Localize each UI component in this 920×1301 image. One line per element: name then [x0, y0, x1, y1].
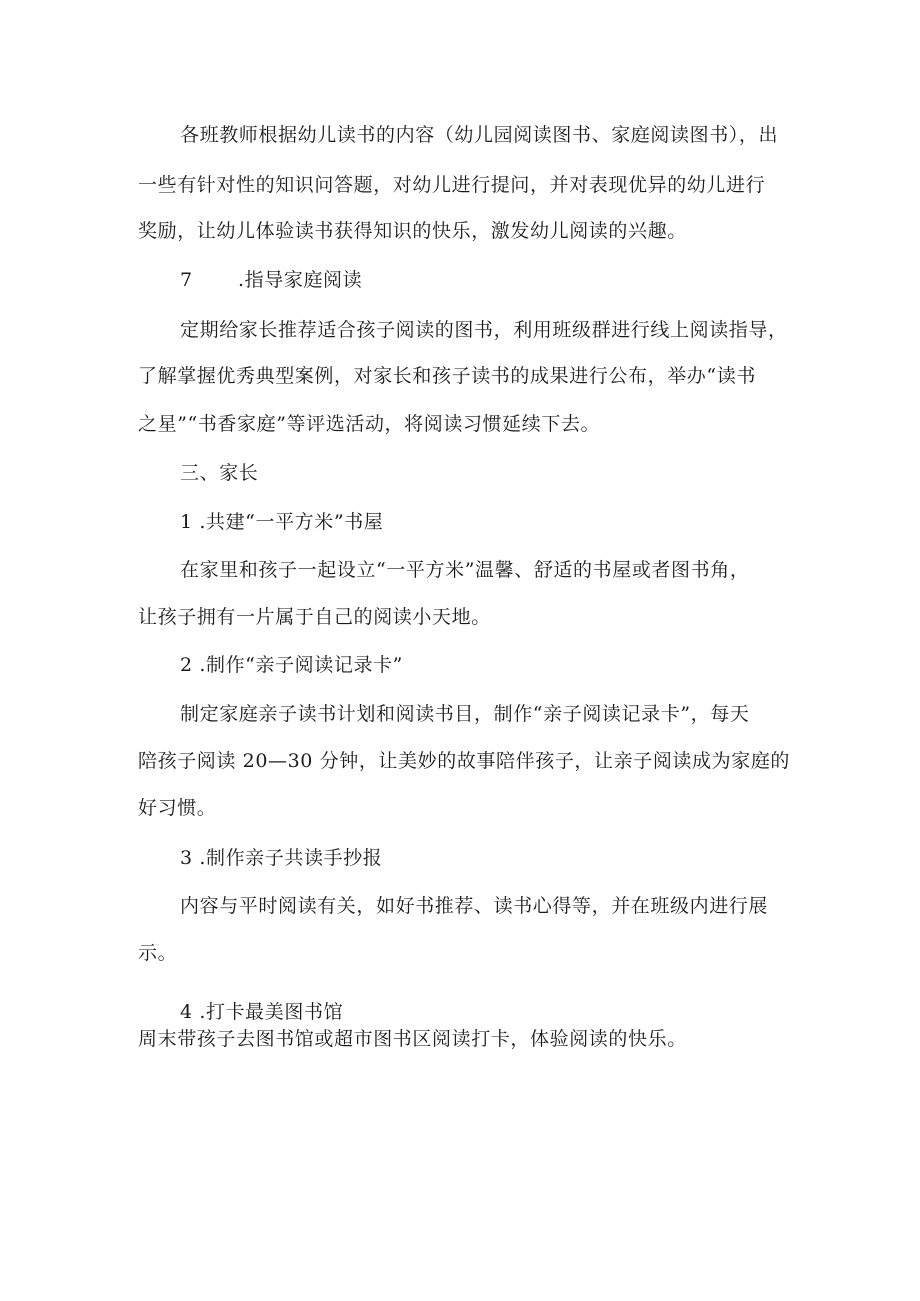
item3-body-line1: 内容与平时阅读有关，如好书推荐、读书心得等，并在班级内进行展: [180, 895, 769, 917]
item3-title: 3 .制作亲子共读手抄报: [180, 847, 383, 869]
heading-7-text: .指导家庭阅读: [238, 269, 363, 291]
item2-body-line2: 陪孩子阅读 20—30 分钟，让美妙的故事陪伴孩子，让亲子阅读成为家庭的: [138, 750, 791, 772]
item4-body-line1: 周末带孩子去图书馆或超市图书区阅读打卡，体验阅读的快乐。: [138, 1028, 687, 1050]
para2-line2: 了解掌握优秀典型案例，对家长和孩子读书的成果进行公布，举办“读书: [138, 365, 756, 387]
item1-title: 1 .共建“一平方米”书屋: [180, 511, 384, 533]
para1-line2: 一些有针对性的知识问答题，对幼儿进行提问，并对表现优异的幼儿进行: [138, 174, 766, 196]
heading-7: [180, 268, 362, 292]
para1-line3: 奖励，让幼儿体验读书获得知识的快乐，激发幼儿阅读的兴趣。: [138, 220, 687, 242]
item3-body-line2: 示。: [138, 942, 178, 964]
item2-body-line3: 好习惯。: [138, 797, 217, 819]
section-3-heading: 三、家长: [180, 462, 259, 484]
heading-7-number: 7: [180, 269, 193, 291]
para2-line1: 定期给家长推荐适合孩子阅读的图书，利用班级群进行线上阅读指导，: [180, 319, 788, 341]
item2-title: 2 .制作“亲子阅读记录卡”: [180, 654, 403, 676]
item4-title: 4 .打卡最美图书馆: [180, 1001, 344, 1023]
item1-body-line1: 在家里和孩子一起设立“一平方米”温馨、舒适的书屋或者图书角，: [180, 559, 750, 581]
item2-body-line1: 制定家庭亲子读书计划和阅读书目，制作“亲子阅读记录卡”，每天: [180, 703, 750, 725]
item1-body-line2: 让孩子拥有一片属于自己的阅读小天地。: [138, 606, 491, 628]
para2-line3: 之星”“书香家庭”等评选活动，将阅读习惯延续下去。: [138, 413, 601, 435]
para1-line1: 各班教师根据幼儿读书的内容（幼儿园阅读图书、家庭阅读图书），出: [180, 124, 779, 146]
